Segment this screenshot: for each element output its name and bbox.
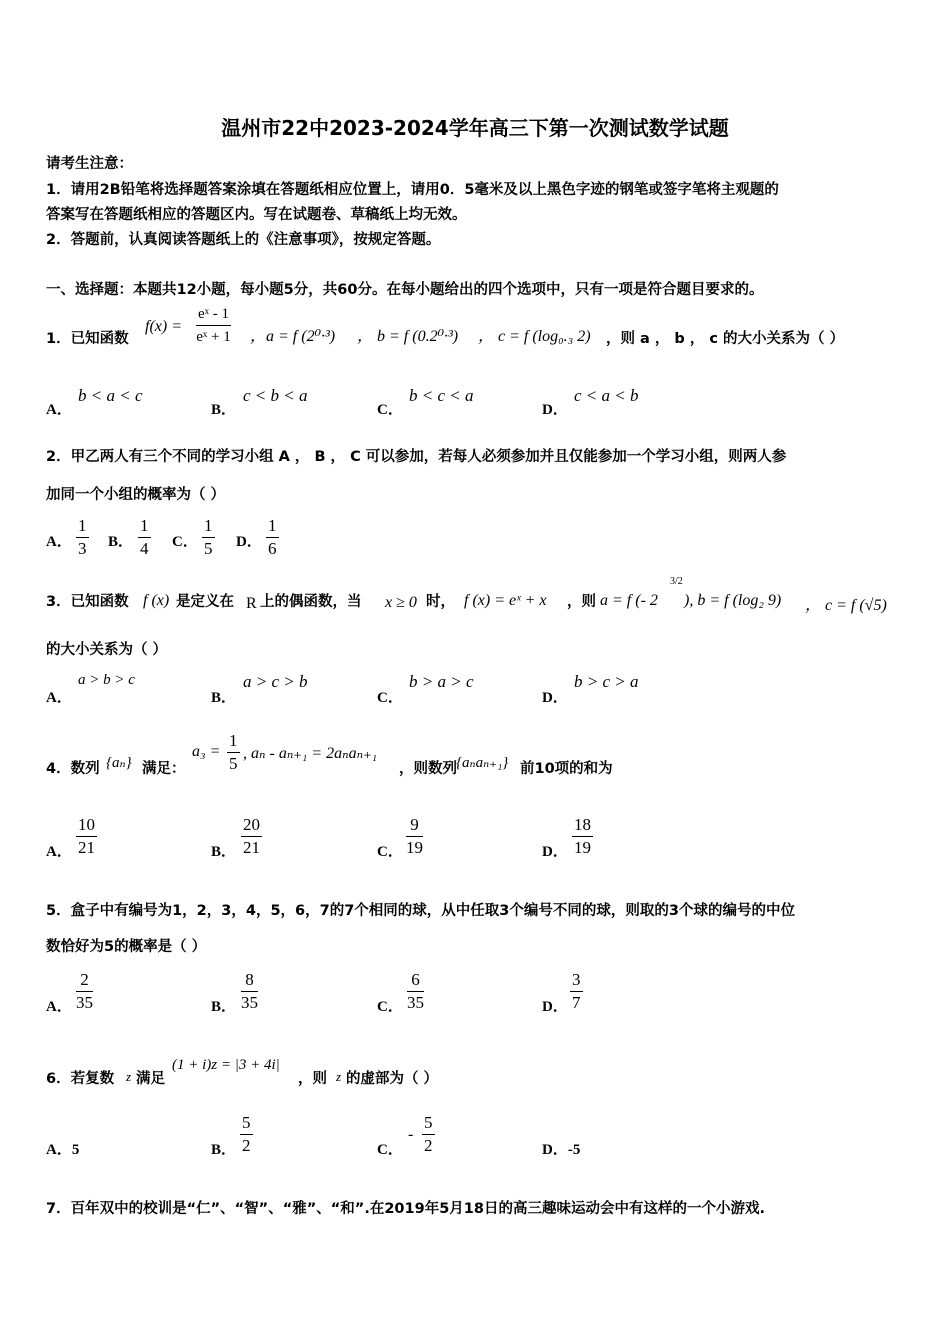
q6-option-a[interactable] bbox=[46, 1138, 79, 1159]
notice-heading: 请考生注意： bbox=[46, 156, 133, 172]
option-label: D． bbox=[542, 999, 568, 1015]
q2-line-2: 加同一个小组的概率为（ ） bbox=[46, 487, 226, 503]
denominator: 35 bbox=[241, 993, 258, 1012]
q2-option-a[interactable] bbox=[46, 530, 72, 551]
numerator: 8 bbox=[241, 969, 258, 992]
q3-b-def: ), b = f (log₂ 9) bbox=[684, 592, 782, 609]
q4-option-b[interactable] bbox=[211, 840, 236, 861]
q3-condition: x ≥ 0 bbox=[385, 594, 417, 611]
q1-prefix: 1．已知函数 bbox=[46, 331, 129, 347]
q6-option-c[interactable] bbox=[377, 1138, 403, 1159]
q5-option-b-fraction bbox=[241, 969, 258, 1014]
q3-option-b[interactable] bbox=[211, 686, 236, 707]
option-label: D． bbox=[542, 402, 568, 418]
numerator: 20 bbox=[241, 814, 262, 837]
q5-option-a[interactable] bbox=[46, 995, 72, 1016]
q4-mid-2: ，则数列 bbox=[399, 761, 457, 777]
q2-line-1: 2．甲乙两人有三个不同的学习小组 A ， B ， C 可以参加，若每人必须参加并且仅能参加一个学习小组，则两人参 bbox=[46, 449, 787, 465]
q1-a-def: ，a = f (2⁰·³) bbox=[250, 328, 336, 345]
q3-option-a-text: a > b > c bbox=[78, 672, 135, 688]
numerator: 2 bbox=[76, 969, 93, 992]
q5-option-d[interactable] bbox=[542, 995, 568, 1016]
q5-option-c[interactable] bbox=[377, 995, 403, 1016]
q1-option-a[interactable] bbox=[46, 398, 72, 419]
numerator: 9 bbox=[406, 814, 423, 837]
q4-a3: a₃ = bbox=[192, 743, 221, 760]
q1-c-def: ， c = f (log₀.₃ 2) bbox=[478, 328, 591, 345]
q1-option-b[interactable] bbox=[211, 398, 236, 419]
q3-definition: f (x) = eˣ + x bbox=[464, 592, 547, 609]
q6-suffix: 的虚部为（ ） bbox=[346, 1071, 439, 1087]
option-label: A． bbox=[46, 402, 72, 418]
option-label: B． bbox=[211, 402, 237, 418]
q6-equation: (1 + i)z = |3 + 4i| bbox=[172, 1057, 280, 1073]
option-label: B． bbox=[211, 999, 237, 1015]
q4-option-c-fraction bbox=[406, 814, 423, 859]
q4-sequence: {aₙ} bbox=[106, 755, 132, 771]
option-label: B． bbox=[108, 534, 134, 550]
q3-mid-1: 是定义在 bbox=[176, 594, 234, 610]
denominator: 35 bbox=[76, 993, 93, 1012]
q3-prefix: 3．已知函数 bbox=[46, 594, 129, 610]
option-label: C． bbox=[377, 1142, 403, 1158]
q2-option-d[interactable] bbox=[236, 530, 262, 551]
q4-option-b-fraction bbox=[241, 814, 262, 859]
denominator: 19 bbox=[574, 838, 591, 857]
q6-z: z bbox=[126, 1069, 132, 1084]
q2-option-d-fraction bbox=[266, 515, 279, 560]
q1-denominator: eˣ + 1 bbox=[196, 329, 231, 345]
q1-option-d[interactable] bbox=[542, 398, 568, 419]
option-label: B． bbox=[211, 1142, 237, 1158]
q2-option-b-fraction bbox=[138, 515, 151, 560]
q3-option-c-text: b > a > c bbox=[409, 672, 474, 691]
q1-option-b-text: c < b < a bbox=[243, 386, 308, 405]
q6-option-b[interactable] bbox=[211, 1138, 236, 1159]
q6-option-d[interactable] bbox=[542, 1138, 580, 1159]
q4-option-a[interactable] bbox=[46, 840, 72, 861]
q3-option-c[interactable] bbox=[377, 686, 403, 707]
option-label: D． bbox=[236, 534, 262, 550]
q1-func: f(x) = bbox=[145, 318, 182, 335]
q3-mid-3: 时， bbox=[426, 594, 455, 610]
denominator: 2 bbox=[242, 1136, 251, 1155]
q5-option-b[interactable] bbox=[211, 995, 236, 1016]
q3-fx: f (x) bbox=[143, 592, 170, 609]
q3-mid-2: 上的偶函数，当 bbox=[260, 594, 362, 610]
numerator: 5 bbox=[240, 1112, 253, 1135]
option-label: B． bbox=[211, 844, 237, 860]
q6-mid: 满足 bbox=[136, 1071, 165, 1087]
q6-z-2: z bbox=[336, 1069, 342, 1084]
q6-option-c-fraction bbox=[422, 1112, 435, 1157]
q6-prefix: 6．若复数 bbox=[46, 1071, 115, 1087]
numerator: 1 bbox=[266, 515, 279, 538]
q5-option-a-fraction bbox=[76, 969, 93, 1014]
q3-option-d-text: b > c > a bbox=[574, 672, 639, 691]
option-label: D． bbox=[542, 844, 568, 860]
notice-line-1: 1．请用2B铅笔将选择题答案涂填在答题纸相应位置上，请用0．5毫米及以上黑色字迹的钢笔或签字笔将主观题的 bbox=[46, 182, 779, 198]
option-text: -5 bbox=[567, 1142, 581, 1158]
numerator: 18 bbox=[572, 814, 593, 837]
denominator: 21 bbox=[243, 838, 260, 857]
notice-line-2: 答案写在答题纸相应的答题区内。写在试题卷、草稿纸上均无效。 bbox=[46, 207, 467, 223]
option-label: A． bbox=[46, 844, 72, 860]
denominator: 19 bbox=[406, 838, 423, 857]
q3-c-def: ， c = f (√5) bbox=[805, 597, 887, 614]
q3-a-exponent: 3/2 bbox=[670, 576, 683, 587]
denominator: 4 bbox=[140, 539, 149, 558]
numerator: 5 bbox=[422, 1112, 435, 1135]
denominator: 21 bbox=[78, 838, 95, 857]
denominator: 5 bbox=[204, 539, 213, 558]
option-label: C． bbox=[377, 999, 403, 1015]
q6-option-c-sign: - bbox=[408, 1126, 414, 1143]
q5-option-d-fraction bbox=[570, 969, 583, 1014]
option-label: A． bbox=[46, 999, 72, 1015]
q4-sequence-2: {aₙaₙ₊₁} bbox=[456, 755, 509, 771]
denominator: 7 bbox=[572, 993, 581, 1012]
q1-b-def: ， b = f (0.2⁰·³) bbox=[357, 328, 459, 345]
option-label: C． bbox=[377, 690, 403, 706]
q1-fraction bbox=[196, 303, 231, 348]
notice-line-3: 2．答题前，认真阅读答题纸上的《注意事项》，按规定答题。 bbox=[46, 232, 441, 248]
option-label: A． bbox=[46, 534, 72, 550]
option-text: 5 bbox=[71, 1142, 80, 1158]
q4-suffix: 前10项的和为 bbox=[520, 761, 613, 777]
option-label: D． bbox=[542, 690, 568, 706]
q2-option-c-fraction bbox=[202, 515, 215, 560]
denominator: 6 bbox=[268, 539, 277, 558]
q3-option-d[interactable] bbox=[542, 686, 568, 707]
option-label: B． bbox=[211, 690, 237, 706]
numerator: 1 bbox=[202, 515, 215, 538]
section-heading: 一、选择题：本题共12小题，每小题5分，共60分。在每小题给出的四个选项中，只有一项是符合题目要求的。 bbox=[46, 282, 764, 298]
denominator: 2 bbox=[424, 1136, 433, 1155]
q4-mid: 满足： bbox=[142, 761, 186, 777]
q4-option-a-fraction bbox=[76, 814, 97, 859]
q6-mid-2: ，则 bbox=[298, 1071, 327, 1087]
q4-relation: , aₙ - aₙ₊₁ = 2aₙaₙ₊₁ bbox=[243, 745, 378, 762]
q3-line-2: 的大小关系为（ ） bbox=[46, 642, 168, 658]
q3-R: R bbox=[246, 595, 257, 612]
option-label: C． bbox=[172, 534, 198, 550]
q1-option-c[interactable] bbox=[377, 398, 403, 419]
option-label: C． bbox=[377, 844, 403, 860]
numerator: 1 bbox=[138, 515, 151, 538]
numerator: 10 bbox=[76, 814, 97, 837]
q4-option-d[interactable] bbox=[542, 840, 568, 861]
q5-line-1: 5．盒子中有编号为1，2，3，4，5，6，7的7个相同的球，从中任取3个编号不同的球，则取的3个球的编号的中位 bbox=[46, 903, 795, 919]
q2-option-b[interactable] bbox=[108, 530, 133, 551]
option-label: D． bbox=[542, 1142, 568, 1158]
q4-option-c[interactable] bbox=[377, 840, 403, 861]
option-label: C． bbox=[377, 402, 403, 418]
q3-option-b-text: a > c > b bbox=[243, 672, 308, 691]
q3-a-def: a = f (- 2 bbox=[600, 592, 658, 609]
denominator: 3 bbox=[78, 539, 87, 558]
option-label: A． bbox=[46, 1142, 72, 1158]
q3-mid-4: ，则 bbox=[567, 594, 596, 610]
numerator: 3 bbox=[570, 969, 583, 992]
numerator: 1 bbox=[76, 515, 89, 538]
page-title: 温州市22中2023-2024学年高三下第一次测试数学试题 bbox=[221, 116, 729, 140]
option-label: A． bbox=[46, 690, 72, 706]
q3-option-a[interactable] bbox=[46, 686, 72, 707]
q2-option-a-fraction bbox=[76, 515, 89, 560]
q4-a3-fraction bbox=[227, 730, 240, 775]
denominator: 35 bbox=[407, 993, 424, 1012]
q5-option-c-fraction bbox=[407, 969, 424, 1014]
numerator: 1 bbox=[227, 730, 240, 753]
q4-option-d-fraction bbox=[572, 814, 593, 859]
q7-line-1: 7．百年双中的校训是“仁”、“智”、“雅”、“和”.在2019年5月18日的高三趣味运动会中有这样的一个小游戏. bbox=[46, 1201, 765, 1217]
denominator: 5 bbox=[229, 754, 238, 773]
q1-option-c-text: b < c < a bbox=[409, 386, 474, 405]
q1-option-d-text: c < a < b bbox=[574, 386, 639, 405]
q5-line-2: 数恰好为5的概率是（ ） bbox=[46, 939, 207, 955]
q1-numerator: eˣ - 1 bbox=[196, 303, 231, 326]
q2-option-c[interactable] bbox=[172, 530, 198, 551]
numerator: 6 bbox=[407, 969, 424, 992]
q6-option-b-fraction bbox=[240, 1112, 253, 1157]
q1-option-a-text: b < a < c bbox=[78, 386, 143, 405]
q4-prefix: 4．数列 bbox=[46, 761, 100, 777]
q1-suffix: ，则 a ， b ， c 的大小关系为（ ） bbox=[606, 331, 845, 347]
